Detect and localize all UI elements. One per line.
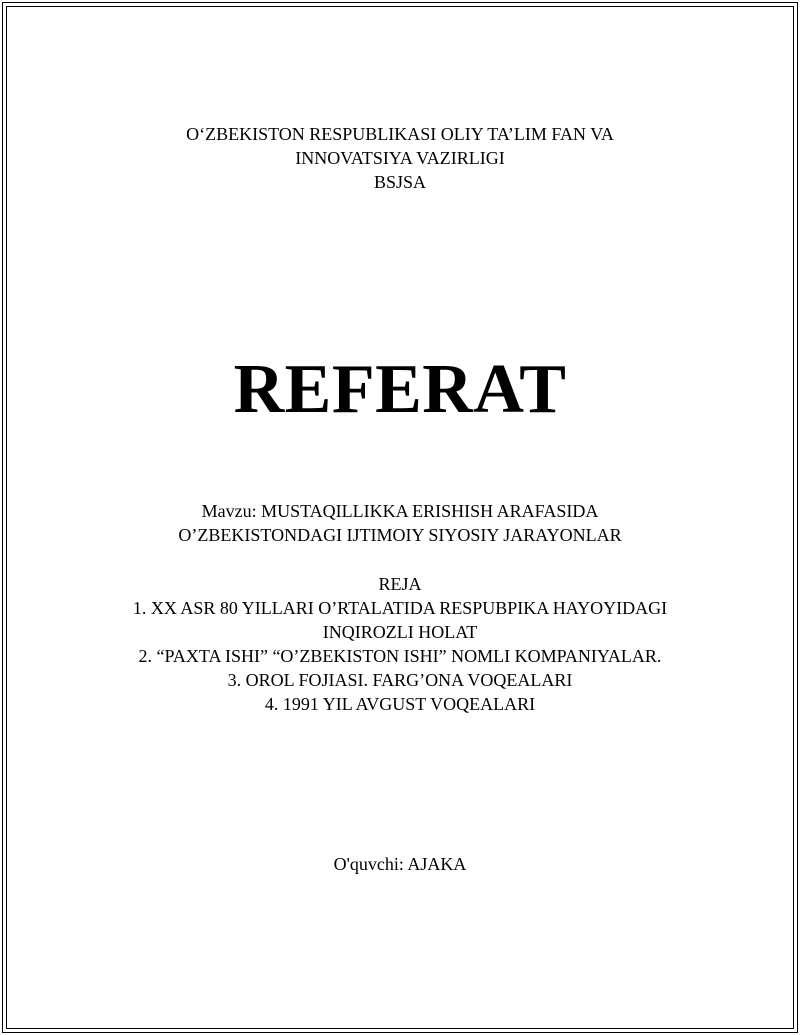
topic-line-1: Mavzu: MUSTAQILLIKKA ERISHISH ARAFASIDA <box>201 501 599 521</box>
student-name: O'quvchi: AJAKA <box>333 854 467 874</box>
header-line-institution: BSJSA <box>373 172 427 192</box>
topic-line-2: O’ZBEKISTONDAGI IJTIMOIY SIYOSIY JARAYONLAR <box>178 525 622 545</box>
document-title: REFERAT <box>233 351 567 428</box>
document-title-block <box>0 348 800 432</box>
plan-item-1: 1. XX ASR 80 YILLARI O’RTALATIDA RESPUBPIKA HAYOYIDAGI <box>132 598 668 618</box>
plan-item-4: 4. 1991 YIL AVGUST VOQEALARI <box>264 694 536 714</box>
student-section <box>0 852 800 876</box>
plan-item-2: 2. “PAXTA ISHI” “O’ZBEKISTON ISHI” NOMLI KOMPANIYALAR. <box>138 646 662 666</box>
header-line-ministry-cont: INNOVATSIYA VAZIRLIGI <box>295 148 505 168</box>
topic-section <box>0 499 800 547</box>
ministry-header <box>0 122 800 194</box>
plan-item-3: 3. OROL FOJIASI. FARG’ONA VOQEALARI <box>227 670 573 690</box>
plan-heading: REJA <box>378 574 422 594</box>
header-line-ministry: O‘ZBEKISTON RESPUBLIKASI OLIY TA’LIM FAN VA <box>186 124 614 144</box>
plan-section <box>0 572 800 716</box>
plan-item-1-cont: INQIROZLI HOLAT <box>322 622 478 642</box>
